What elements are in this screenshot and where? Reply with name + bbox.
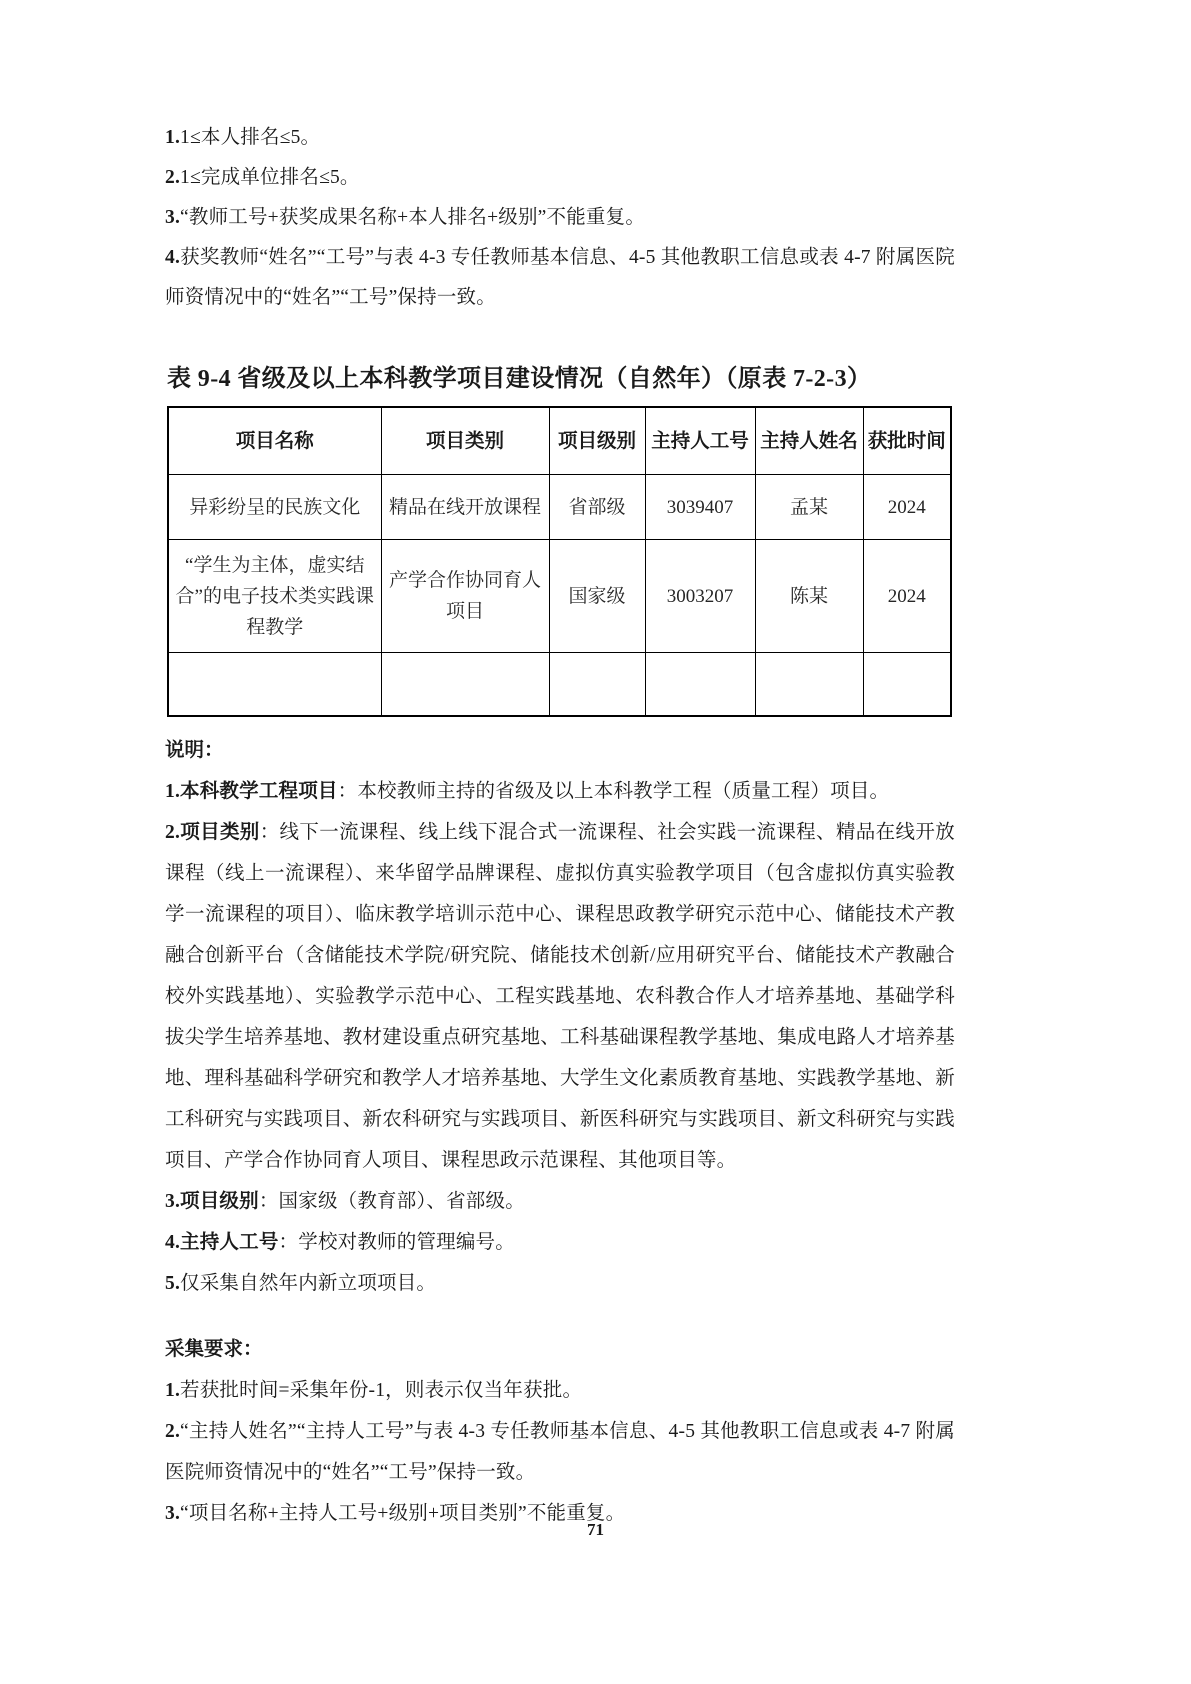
explanation-item-number: 2. — [165, 822, 181, 843]
top-notes-block — [165, 118, 955, 318]
spacer — [165, 318, 955, 362]
explanation-item-lead: 项目类别 — [180, 822, 260, 843]
page-number: 71 — [587, 1520, 604, 1539]
collection-requirements-heading: 采集要求： — [165, 1339, 263, 1360]
cell-host-name — [755, 653, 863, 717]
explanation-item — [165, 1222, 955, 1263]
column-header-project-name: 项目名称 — [168, 407, 381, 475]
table-header-row — [168, 407, 951, 475]
cell-project-name: “学生为主体，虚实结合”的电子技术类实践课程教学 — [168, 540, 381, 653]
explanation-item-text: ：线下一流课程、线上线下混合式一流课程、社会实践一流课程、精品在线开放课程（线上一流课程）、来华留学品牌课程、虚拟仿真实验教学项目（包含虚拟仿真实验教学一流课程的项目）、临床教学培训示范中心、课程思政教学研究示范中心、储能技术产教融合创新平台（含储能技术学院/研究院、储能技术创新/应用研究平台、储能技术产教融合校外实践基地）、实验教学示范中心、工程实践基地、农科教合作人才培养基地、基础学科拔尖学生培养基地、教材建设重点研究基地、工科基础课程教学基地、集成电路人才培养基地、理科基础科学研究和教学人才培养基地、大学生文化素质教育基地、实践教学基地、新工科研究与实践项目、新农科研究与实践项目、新医科研究与实践项目、新文科研究与实践项目、产学合作协同育人项目、课程思政示范课程、其他项目等。 — [165, 822, 955, 1171]
spacer — [165, 1304, 955, 1330]
top-note-text: 1≤本人排名≤5。 — [180, 127, 321, 148]
cell-approval-time: 2024 — [863, 475, 951, 540]
cell-host-id — [645, 653, 755, 717]
column-header-host-name: 主持人姓名 — [755, 407, 863, 475]
explanation-section — [165, 731, 955, 1304]
explanation-item-text: ：本校教师主持的省级及以上本科教学工程（质量工程）项目。 — [337, 781, 890, 802]
collection-requirement-number: 3. — [165, 1503, 181, 1524]
cell-approval-time — [863, 653, 951, 717]
explanation-item-number: 5. — [165, 1273, 181, 1294]
table-title: 表 9-4 省级及以上本科教学项目建设情况（自然年）（原表 7-2-3） — [167, 366, 872, 392]
explanation-item — [165, 812, 955, 1181]
explanation-item-number: 1. — [165, 781, 181, 802]
column-header-project-type: 项目类别 — [381, 407, 549, 475]
cell-project-level: 国家级 — [549, 540, 645, 653]
cell-host-id: 3039407 — [645, 475, 755, 540]
explanation-item-text: ：国家级（教育部）、省部级。 — [258, 1191, 525, 1212]
cell-project-type — [381, 653, 549, 717]
spacer — [165, 717, 955, 731]
page-content — [165, 118, 955, 1534]
top-note-number: 1. — [165, 127, 181, 148]
top-note-item — [165, 198, 955, 238]
top-note-item — [165, 118, 955, 158]
project-table — [167, 406, 952, 717]
explanation-heading: 说明： — [165, 740, 224, 761]
explanation-item-lead: 本科教学工程项目 — [180, 781, 338, 802]
cell-project-type: 产学合作协同育人项目 — [381, 540, 549, 653]
collection-requirements-section — [165, 1330, 955, 1534]
cell-project-level — [549, 653, 645, 717]
cell-project-name — [168, 653, 381, 717]
column-header-project-level: 项目级别 — [549, 407, 645, 475]
column-header-host-id: 主持人工号 — [645, 407, 755, 475]
column-header-approval-time: 获批时间 — [863, 407, 951, 475]
explanation-item — [165, 771, 955, 812]
explanation-item — [165, 1263, 955, 1304]
collection-requirement-text: “主持人姓名”“主持人工号”与表 4-3 专任教师基本信息、4-5 其他教职工信息或表 4-7 附属医院师资情况中的“姓名”“工号”保持一致。 — [165, 1421, 955, 1483]
cell-host-id: 3003207 — [645, 540, 755, 653]
explanation-item-text: 仅采集自然年内新立项项目。 — [180, 1273, 437, 1294]
explanation-item-number: 4. — [165, 1232, 181, 1253]
explanation-item-text: ：学校对教师的管理编号。 — [278, 1232, 515, 1253]
cell-host-name: 陈某 — [755, 540, 863, 653]
collection-requirement-item — [165, 1411, 955, 1493]
top-note-item — [165, 158, 955, 198]
top-note-text: “教师工号+获奖成果名称+本人排名+级别”不能重复。 — [180, 207, 646, 228]
explanation-item-number: 3. — [165, 1191, 181, 1212]
explanation-item-lead: 项目级别 — [180, 1191, 259, 1212]
top-note-number: 2. — [165, 167, 181, 188]
top-note-text: 1≤完成单位排名≤5。 — [180, 167, 360, 188]
top-note-number: 3. — [165, 207, 181, 228]
collection-requirement-text: “项目名称+主持人工号+级别+项目类别”不能重复。 — [180, 1503, 626, 1524]
table-row — [168, 540, 951, 653]
top-note-item — [165, 238, 955, 318]
table-row — [168, 475, 951, 540]
table-row — [168, 653, 951, 717]
cell-project-name: 异彩纷呈的民族文化 — [168, 475, 381, 540]
cell-host-name: 孟某 — [755, 475, 863, 540]
cell-project-type: 精品在线开放课程 — [381, 475, 549, 540]
explanation-item — [165, 1181, 955, 1222]
collection-requirement-text: 若获批时间=采集年份-1，则表示仅当年获批。 — [180, 1380, 583, 1401]
top-note-number: 4. — [165, 247, 181, 268]
explanation-item-lead: 主持人工号 — [180, 1232, 279, 1253]
collection-requirement-number: 2. — [165, 1421, 181, 1442]
collection-requirement-item — [165, 1370, 955, 1411]
cell-approval-time: 2024 — [863, 540, 951, 653]
collection-requirement-number: 1. — [165, 1380, 181, 1401]
top-note-text: 获奖教师“姓名”“工号”与表 4-3 专任教师基本信息、4-5 其他教职工信息或表 4-7 附属医院师资情况中的“姓名”“工号”保持一致。 — [165, 247, 955, 308]
cell-project-level: 省部级 — [549, 475, 645, 540]
